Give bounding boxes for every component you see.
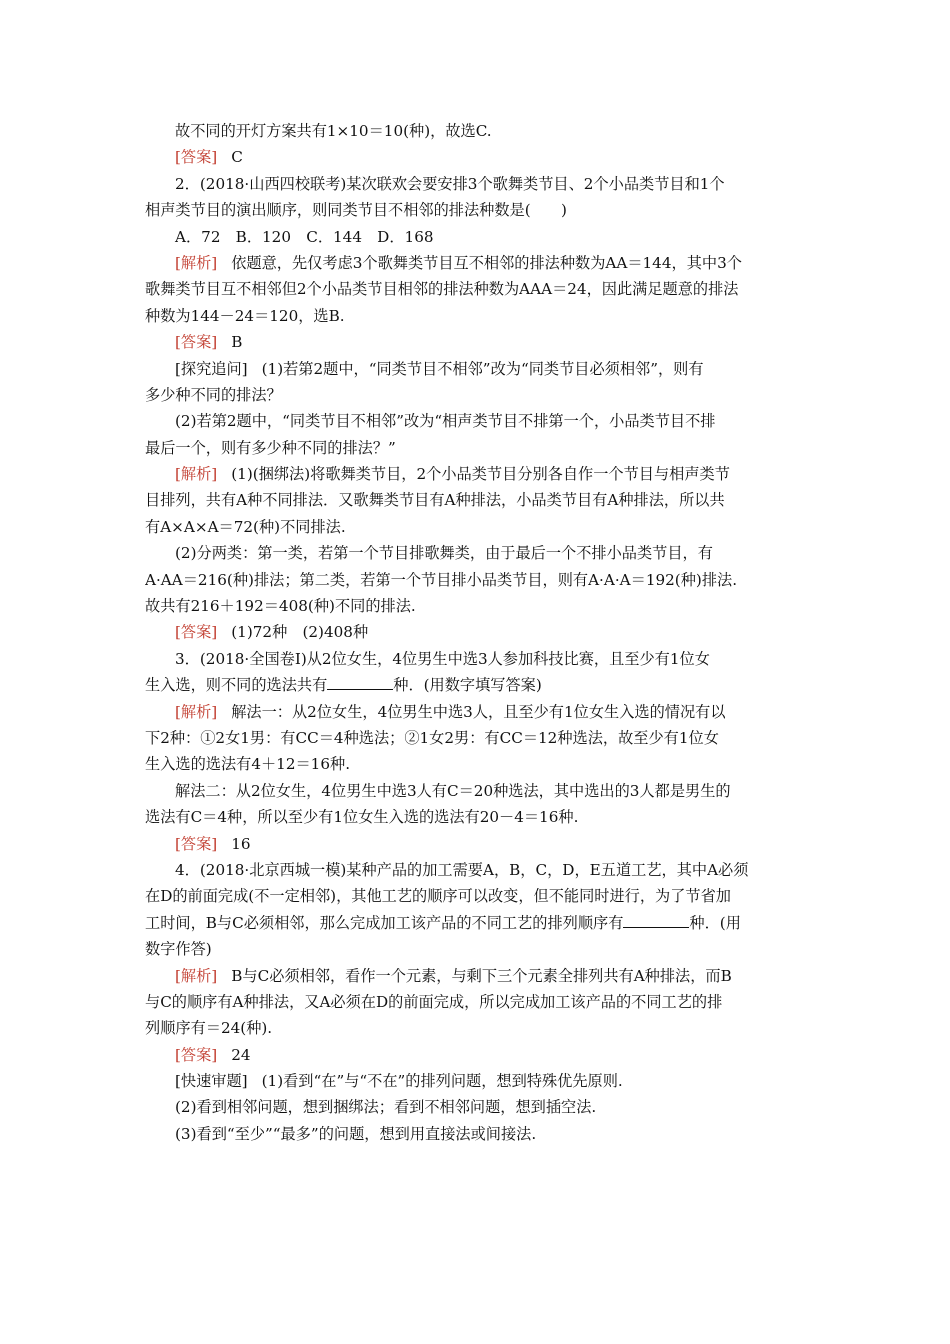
- question-4-line-1: 4．(2018·北京西城一模)某种产品的加工需要A，B，C，D，E五道工艺，其中A必须: [175, 860, 749, 879]
- fill-blank: [623, 913, 689, 928]
- question-4-text: 种．(用: [689, 913, 741, 932]
- answer-tag: [答案]: [175, 1045, 218, 1064]
- quick-review-line: (3)看到“至少”“最多”的问题，想到用直接法或间接法.: [175, 1124, 537, 1143]
- question-4-text: 工时间，B与C必须相邻，那么完成加工该产品的不同工艺的排列顺序有: [145, 913, 624, 932]
- analysis-line: 生入选的选法有4＋12＝16种.: [145, 755, 351, 774]
- answer-value: B: [231, 333, 243, 352]
- fill-blank: [327, 675, 393, 690]
- quick-review-tag: [快速审题]: [175, 1072, 248, 1091]
- answer-line: [145, 329, 813, 355]
- analysis-line: 列顺序有＝24(种).: [145, 1019, 273, 1038]
- follow-up-line: [145, 356, 813, 382]
- question-3-text: 生入选，则不同的选法共有: [145, 676, 328, 695]
- follow-up-line: 最后一个，则有多少种不同的排法？”: [145, 438, 396, 457]
- analysis-text: B与C必须相邻，看作一个元素，与剩下三个元素全排列共有A种排法，而B: [231, 966, 732, 985]
- analysis-line: 歌舞类节目互不相邻但2个小品类节目相邻的排法种数为AAA＝24，因此满足题意的排法: [145, 280, 739, 299]
- follow-up-line: (2)若第2题中，“同类节目不相邻”改为“相声类节目不排第一个，小品类节目不排: [175, 412, 716, 431]
- answer-tag: [答案]: [175, 333, 218, 352]
- answer-line: [145, 144, 813, 170]
- answer-tag: [答案]: [175, 623, 218, 642]
- analysis-line: 有A×A×A＝72(种)不同排法.: [145, 517, 346, 536]
- analysis-tag: [解析]: [175, 465, 218, 484]
- answer-line: [145, 619, 813, 645]
- question-2-line-1: 2．(2018·山西四校联考)某次联欢会要安排3个歌舞类节目、2个小品类节目和1个: [175, 174, 725, 193]
- follow-up-tag: [探究追问]: [175, 359, 248, 378]
- quick-review-line: [145, 1068, 813, 1094]
- analysis-line: 目排列，共有A种不同排法．又歌舞类节目有A种排法，小品类节目有A种排法，所以共: [145, 491, 725, 510]
- analysis-line: [145, 250, 813, 276]
- answer-value: (1)72种 (2)408种: [231, 623, 369, 642]
- analysis-line: (2)分两类：第一类，若第一个节目排歌舞类，由于最后一个不排小品类节目，有: [175, 544, 713, 563]
- answer-line: [145, 1042, 813, 1068]
- answer-tag: [答案]: [175, 834, 218, 853]
- answer-value: 24: [231, 1045, 251, 1064]
- analysis-line: [145, 699, 813, 725]
- quick-review-line: (2)看到相邻问题，想到捆绑法；看到不相邻问题，想到插空法.: [175, 1098, 597, 1117]
- question-3-line-2: [145, 672, 813, 698]
- answer-value: 16: [231, 834, 251, 853]
- question-4-line-2: 在D的前面完成(不一定相邻)，其他工艺的顺序可以改变，但不能同时进行，为了节省加: [145, 887, 731, 906]
- follow-up-text: (1)若第2题中，“同类节目不相邻”改为“同类节目必须相邻”，则有: [261, 359, 704, 378]
- question-2-options: A．72 B．120 C．144 D．168: [175, 227, 434, 246]
- analysis-line: [145, 963, 813, 989]
- analysis-line: 故共有216＋192＝408(种)不同的排法.: [145, 597, 416, 616]
- follow-up-line: 多少种不同的排法？: [145, 385, 282, 404]
- analysis-text: 解法一：从2位女生，4位男生中选3人，且至少有1位女生入选的情况有以: [231, 702, 726, 721]
- analysis-text: (1)(捆绑法)将歌舞类节目，2个小品类节目分别各自作一个节目与相声类节: [231, 465, 730, 484]
- question-2-line-2: 相声类节目的演出顺序，则同类节目不相邻的排法种数是( ): [145, 201, 567, 220]
- question-4-line-4: 数字作答): [145, 940, 212, 959]
- analysis-tag: [解析]: [175, 966, 218, 985]
- answer-line: [145, 831, 813, 857]
- analysis-text: 依题意，先仅考虑3个歌舞类节目互不相邻的排法种数为AA＝144，其中3个: [231, 253, 742, 272]
- quick-review-text: (1)看到“在”与“不在”的排列问题，想到特殊优先原则.: [261, 1072, 623, 1091]
- analysis-line: 种数为144－24＝120，选B.: [145, 306, 345, 325]
- analysis-line: 与C的顺序有A种排法，又A必须在D的前面完成，所以完成加工该产品的不同工艺的排: [145, 992, 723, 1011]
- document-page: [145, 118, 813, 1147]
- question-3-line-1: 3．(2018·全国卷Ⅰ)从2位女生，4位男生中选3人参加科技比赛，且至少有1位女: [175, 649, 710, 668]
- analysis-tag: [解析]: [175, 253, 218, 272]
- analysis-line: 下2种：①2女1男：有CC＝4种选法；②1女2男：有CC＝12种选法，故至少有1位女: [145, 728, 719, 747]
- analysis-line: A·AA＝216(种)排法；第二类，若第一个节目排小品类节目，则有A·A·A＝192(种)排法.: [145, 570, 738, 589]
- answer-value: C: [231, 148, 243, 167]
- analysis-line: 解法二：从2位女生，4位男生中选3人有C＝20种选法，其中选出的3人都是男生的: [175, 781, 731, 800]
- answer-tag: [答案]: [175, 148, 218, 167]
- text-line: 故不同的开灯方案共有1×10＝10(种)，故选C.: [175, 122, 492, 140]
- question-4-line-3: [145, 910, 813, 936]
- analysis-line: 选法有C＝4种，所以至少有1位女生入选的选法有20－4＝16种.: [145, 808, 579, 827]
- analysis-line: [145, 461, 813, 487]
- analysis-tag: [解析]: [175, 702, 218, 721]
- question-3-text: 种．(用数字填写答案): [393, 676, 542, 695]
